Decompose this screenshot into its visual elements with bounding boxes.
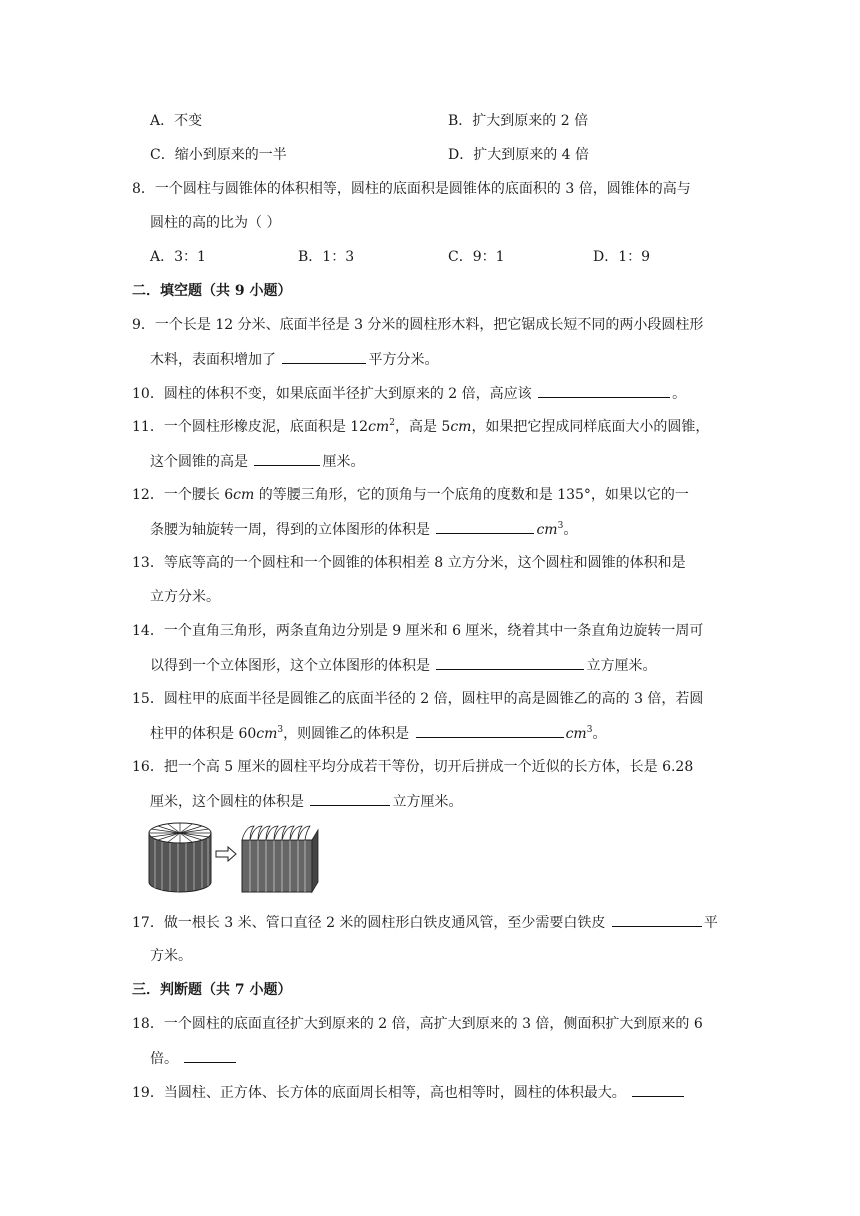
- q9-text: 木料，表面积增加了: [150, 352, 281, 368]
- q16-unit: 立方厘米。: [392, 794, 463, 810]
- q16-line1: 16．把一个高 5 厘米的圆柱平均分成若干等份，切开后拼成一个近似的长方体，长是 6.28: [132, 759, 694, 775]
- q15-text-a: 柱甲的体积是 60: [150, 726, 257, 742]
- q18-text: 倍。: [150, 1051, 183, 1067]
- q15-line1: 15．圆柱甲的底面半径是圆锥乙的底面半径的 2 倍，圆柱甲的高是圆锥乙的高的 3 倍，若圆: [132, 691, 704, 707]
- q16-line2: [150, 791, 462, 812]
- q10-answer-blank[interactable]: [538, 383, 670, 398]
- q10-line1: [132, 383, 686, 404]
- q15-exp: 3: [277, 725, 284, 735]
- cylinder-icon: [149, 823, 211, 892]
- q18-line2: [150, 1048, 238, 1069]
- q19-line1: [132, 1082, 686, 1103]
- q8-option-b: B．1：3: [298, 249, 355, 265]
- q17-line1: [132, 912, 718, 933]
- q12-unit-cm: cm: [233, 487, 255, 503]
- q19-answer-blank[interactable]: [632, 1082, 684, 1097]
- q11-unit-cm: cm: [368, 419, 390, 435]
- q18-answer-blank[interactable]: [184, 1048, 236, 1063]
- q8-line1: 8．一个圆柱与圆锥体的体积相等，圆柱的底面积是圆锥体的底面积的 3 倍，圆锥体的高与: [132, 181, 691, 197]
- q17-answer-blank[interactable]: [612, 912, 702, 927]
- q15-unit-cm-2: cm: [565, 726, 587, 742]
- q15-line2: [150, 723, 606, 744]
- q12-unit-cm-2: cm: [536, 522, 558, 538]
- q14-line2: [150, 655, 656, 676]
- q11-answer-blank[interactable]: [254, 451, 320, 466]
- q14-answer-blank[interactable]: [436, 655, 584, 670]
- q7-option-b: B．扩大到原来的 2 倍: [448, 113, 589, 129]
- q11-line1: [132, 417, 709, 437]
- q16-text: 厘米，这个圆柱的体积是: [150, 794, 309, 810]
- q15-unit-cm: cm: [256, 726, 278, 742]
- q7-option-c: C．缩小到原来的一半: [150, 147, 287, 163]
- q17-unit-a: 平: [703, 915, 718, 931]
- q11-unit-cm-2: cm: [450, 419, 472, 435]
- section-heading-judgement: 三．判断题（共 7 小题）: [132, 982, 292, 998]
- q11-text-b: ，高是 5: [394, 419, 451, 435]
- q14-text: 以得到一个立体图形，这个立体图形的体积是: [150, 658, 435, 674]
- q11-text-c: ，如果把它捏成同样底面大小的圆锥，: [471, 419, 710, 435]
- q16-answer-blank[interactable]: [310, 791, 390, 806]
- q17-text: 17．做一根长 3 米、管口直径 2 米的圆柱形白铁皮通风管，至少需要白铁皮: [132, 915, 610, 931]
- q14-unit: 立方厘米。: [586, 658, 657, 674]
- q12-exp: 3: [557, 521, 564, 531]
- q10-end: 。: [672, 386, 687, 402]
- q8-line2: 圆柱的高的比为（ ）: [150, 215, 281, 231]
- q12-line1: [132, 485, 689, 505]
- q16-cylinder-figure: [146, 820, 326, 894]
- q12-answer-blank[interactable]: [436, 519, 534, 534]
- q12-end: 。: [563, 522, 578, 538]
- q13-line2: 立方分米。: [150, 589, 220, 605]
- q17-line2: 方米。: [150, 948, 192, 964]
- q8-option-d: D．1：9: [593, 249, 651, 265]
- q15-end: 。: [592, 726, 607, 742]
- q9-line2: [150, 349, 438, 370]
- q9-unit: 平方分米。: [368, 352, 439, 368]
- q13-line1: 13．等底等高的一个圆柱和一个圆锥的体积相差 8 立方分米，这个圆柱和圆锥的体积和是: [132, 555, 686, 571]
- q11-text-d: 这个圆锥的高是: [150, 454, 253, 470]
- q8-option-c: C．9：1: [448, 249, 505, 265]
- q15-answer-blank[interactable]: [416, 723, 564, 738]
- right-arrow-icon: [216, 847, 236, 861]
- q15-exp-2: 3: [586, 725, 593, 735]
- q12-text-a: 12．一个腰长 6: [132, 487, 234, 503]
- q11-exp: 2: [389, 418, 395, 428]
- q11-line2: [150, 451, 364, 472]
- q7-option-a: A．不变: [150, 113, 203, 129]
- q9-answer-blank[interactable]: [282, 349, 366, 364]
- q9-line1: 9．一个长是 12 分米、底面半径是 3 分米的圆柱形木料，把它锯成长短不同的两小段圆柱形: [132, 317, 704, 333]
- section-heading-fill-in: 二．填空题（共 9 小题）: [132, 283, 292, 299]
- q12-line2: [150, 519, 577, 540]
- q12-text-b: 的等腰三角形，它的顶角与一个底角的度数和是 135°，如果以它的一: [254, 487, 689, 503]
- q12-text-c: 条腰为轴旋转一周，得到的立体图形的体积是: [150, 522, 435, 538]
- q19-text: 19．当圆柱、正方体、长方体的底面周长相等，高也相等时，圆柱的体积最大。: [132, 1085, 631, 1101]
- q10-text: 10．圆柱的体积不变，如果底面半径扩大到原来的 2 倍，高应该: [132, 386, 537, 402]
- q8-option-a: A．3：1: [150, 249, 206, 265]
- q11-text-a: 11．一个圆柱形橡皮泥，底面积是 12: [132, 419, 369, 435]
- cuboid-icon: [242, 826, 318, 892]
- q15-text-b: ，则圆锥乙的体积是: [283, 726, 414, 742]
- q11-unit: 厘米。: [322, 454, 365, 470]
- q14-line1: 14．一个直角三角形，两条直角边分别是 9 厘米和 6 厘米，绕着其中一条直角边旋转一周可: [132, 623, 704, 639]
- q7-option-d: D．扩大到原来的 4 倍: [448, 147, 590, 163]
- q18-line1: 18．一个圆柱的底面直径扩大到原来的 2 倍，高扩大到原来的 3 倍，侧面积扩大到原来的 6: [132, 1016, 703, 1032]
